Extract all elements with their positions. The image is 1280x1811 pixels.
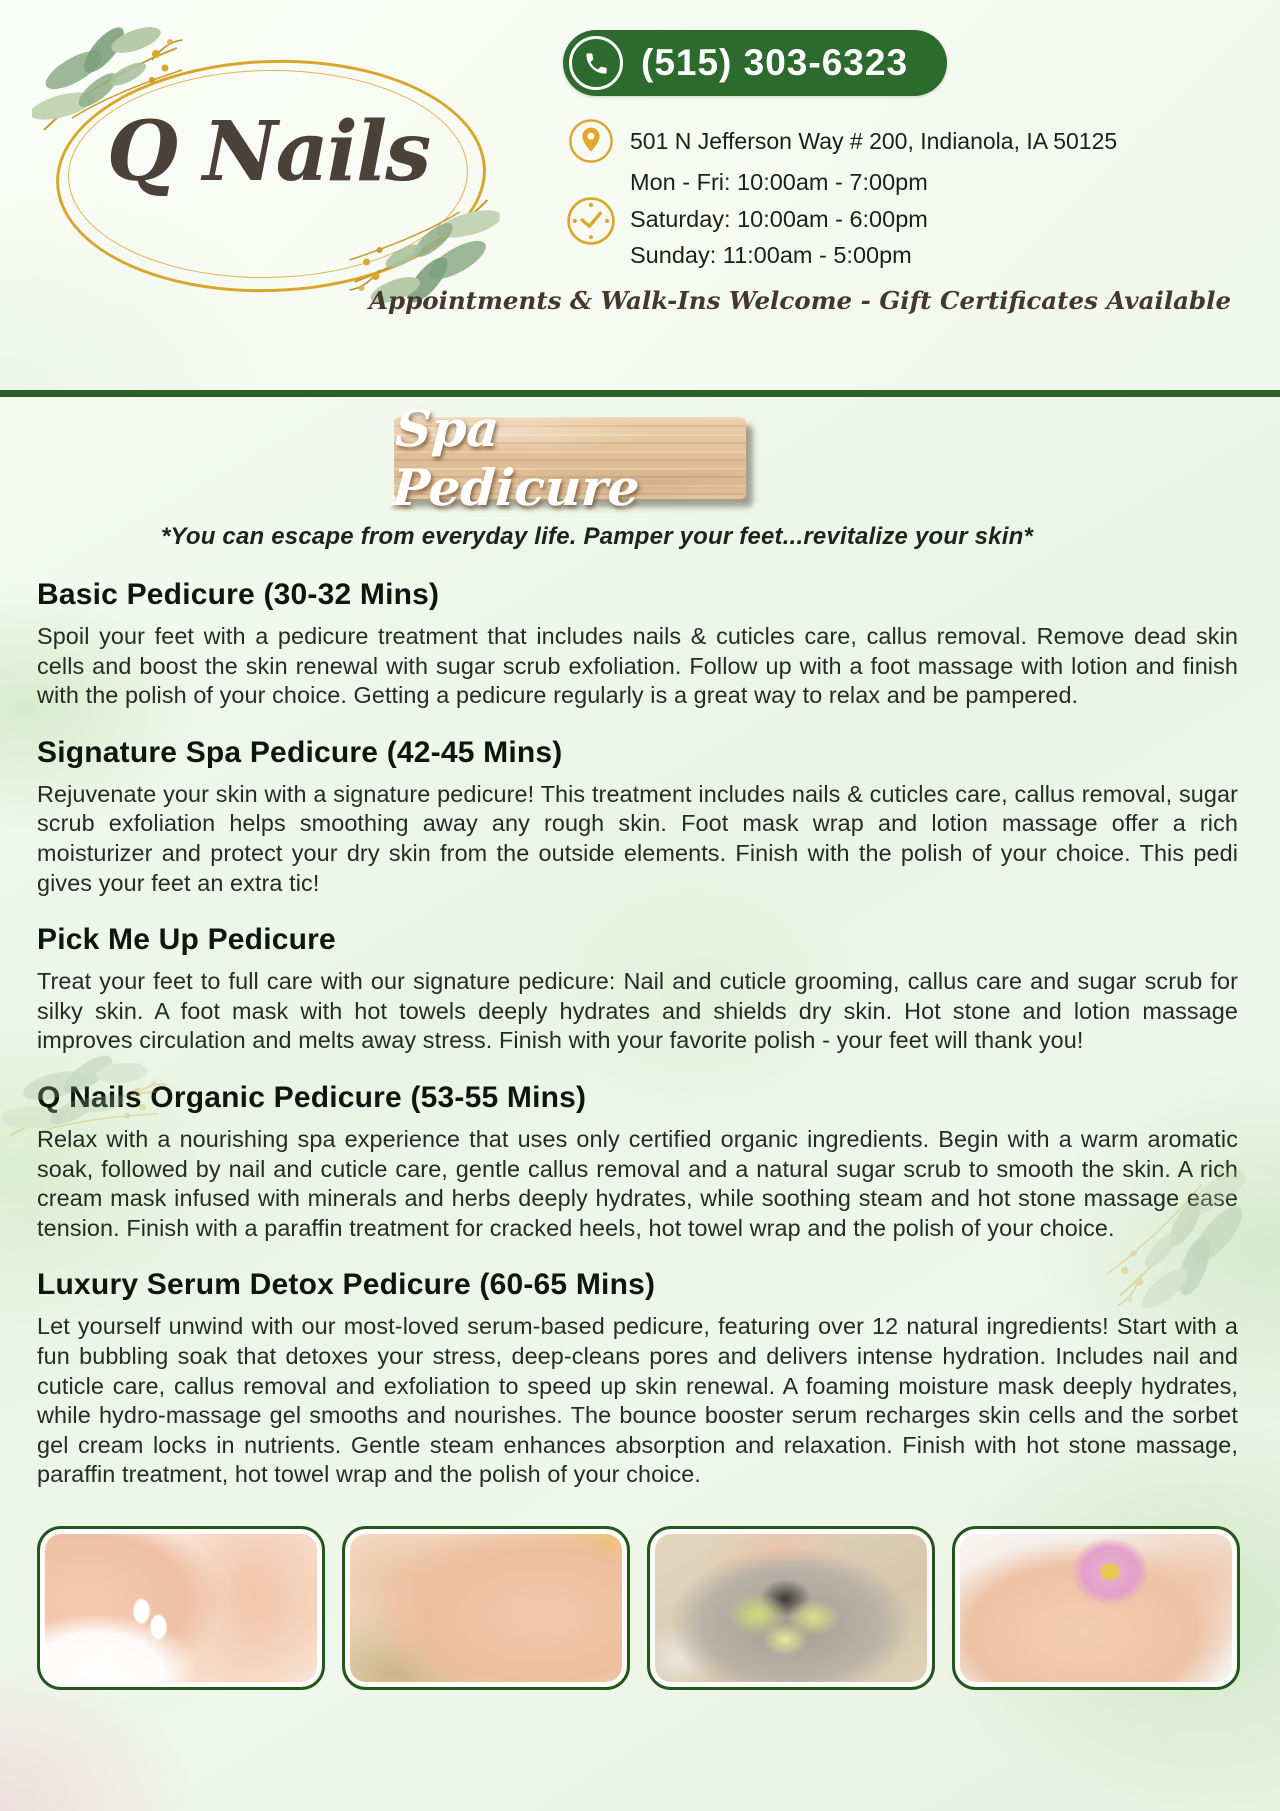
tagline: *You can escape from everyday life. Pamper your feet...revitalize your skin*	[160, 523, 1033, 550]
service-title: Signature Spa Pedicure (42-45 Mins)	[37, 735, 563, 769]
service-section-signature	[37, 736, 1238, 898]
photo-pedicure-polish	[37, 1526, 325, 1690]
service-description: Let yourself unwind with our most-loved serum-based pedicure, featuring over 12 natural ingredients! Start with a fun bubbling soak that detoxes your stress, deep-cleans pores and delivers intense hydration. Includes nail and cuticle care, callus removal and exfoliation to speed up skin renewal. A foaming moisture mask deeply hydrates, while hydro-massage gel smooths and nourishes. The bounce booster serum recharges skin cells and the sorbet gel cream locks in nutrients. Gentle steam enhances absorption and relaxation. Finish with hot stone massage, paraffin treatment, hot towel wrap and the polish of your choice.	[37, 1313, 1238, 1488]
hours-line-saturday: Saturday: 10:00am - 6:00pm	[630, 205, 928, 232]
business-hours	[630, 164, 928, 274]
service-title: Luxury Serum Detox Pedicure (60-65 Mins)	[37, 1268, 656, 1302]
service-section-luxury-detox	[37, 1268, 1238, 1490]
address: 501 N Jefferson Way # 200, Indianola, IA 50125	[630, 128, 1118, 154]
appointments-note: Appointments & Walk-Ins Welcome - Gift Certificates Available	[368, 286, 1232, 315]
photo-flower-foot-soak	[647, 1526, 935, 1690]
phone-icon	[569, 36, 623, 90]
salon-name: Q Nails	[106, 104, 430, 200]
service-title: Q Nails Organic Pedicure (53-55 Mins)	[37, 1080, 587, 1114]
phone-button[interactable]	[563, 30, 947, 96]
photo-hands-feet-flower	[952, 1526, 1240, 1690]
green-divider	[0, 390, 1280, 397]
hours-line-sunday: Sunday: 11:00am - 5:00pm	[630, 242, 912, 268]
logo	[38, 18, 508, 308]
location-pin-icon	[568, 118, 614, 164]
menu-body	[0, 397, 1280, 1811]
phone-number: (515) 303-6323	[641, 42, 909, 83]
hours-line-weekday: Mon - Fri: 10:00am - 7:00pm	[630, 169, 928, 195]
service-description: Rejuvenate your skin with a signature pedicure! This treatment includes nails & cuticles care, callus removal, sugar scrub exfoliation helps smoothing away any rough skin. Foot mask wrap and lotion massage offer a rich moisturizer and protect your dry skin from the outside elements. Finish with the polish of your choice. This pedi gives your feet an extra tic!	[37, 780, 1238, 896]
service-title: Pick Me Up Pedicure	[37, 923, 336, 957]
clock-icon	[566, 196, 616, 246]
banner-title: Spa Pedicure	[390, 399, 641, 517]
services-list	[0, 578, 1280, 1490]
service-description: Relax with a nourishing spa experience that uses only certified organic ingredients. Begin with a warm aromatic soak, followed by nail and cuticle care, gentle callus removal and a natural sugar scrub to smooth the skin. A rich cream mask infused with minerals and herbs deeply hydrates, while soothing steam and hot stone massage ease tension. Finish with a paraffin treatment for cracked heels, hot towel wrap and the polish of your choice.	[37, 1125, 1238, 1241]
service-title: Basic Pedicure (30-32 Mins)	[37, 578, 440, 611]
service-section-pick-me-up	[37, 923, 1238, 1056]
photo-foot-massage	[342, 1526, 630, 1690]
service-section-basic	[37, 578, 1238, 711]
service-section-organic	[37, 1081, 1238, 1243]
spa-pedicure-banner	[390, 399, 746, 517]
service-description: Treat your feet to full care with our signature pedicure: Nail and cuticle grooming, callus care and sugar scrub for silky skin. A foot mask with hot towels deeply hydrates and shields dry skin. Hot stone and lotion massage improves circulation and melts away stress. Finish with your favorite polish - your feet will thank you!	[37, 968, 1238, 1054]
service-description: Spoil your feet with a pedicure treatment that includes nails & cuticles care, callus removal. Remove dead skin cells and boost the skin renewal with sugar scrub exfoliation. Follow up with a foot massage with lotion and finish with the polish of your choice. Getting a pedicure regularly is a great way to relax and be pampered.	[37, 623, 1238, 709]
photo-gallery	[0, 1526, 1280, 1690]
header	[0, 0, 1280, 390]
